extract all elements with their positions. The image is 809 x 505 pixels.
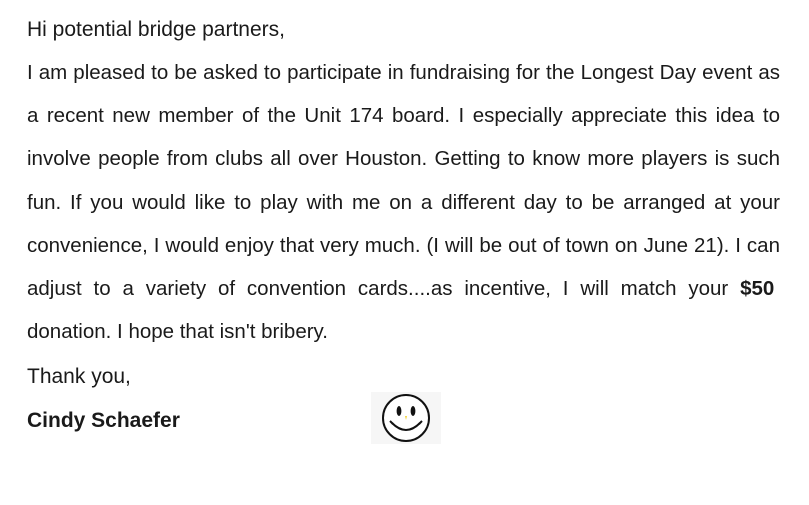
body-text-after-amount: donation. I hope that isn't bribery. [27, 320, 328, 344]
signature: Cindy Schaefer [27, 409, 180, 433]
smiley-face-icon [371, 392, 441, 444]
greeting: Hi potential bridge partners, [27, 18, 285, 41]
body-text-before-amount: I am pleased to be asked to participate in fundraising for the Longest Day event as a recent new member of the Unit 174 board. I especially appreciate this idea to involve people from clubs all over Houston. Getting to know more players is such fun. If you would like to play with me on a different day to be arranged at your convenience, I would enjoy that very much. (I will be out of town on June 21). I can adjust to a variety of convention cards....as incentive, I will match your [27, 61, 780, 301]
letter [27, 14, 780, 437]
letter-body [27, 51, 780, 353]
closing: Thank you, [27, 365, 131, 389]
donation-amount: $50 [740, 277, 775, 301]
